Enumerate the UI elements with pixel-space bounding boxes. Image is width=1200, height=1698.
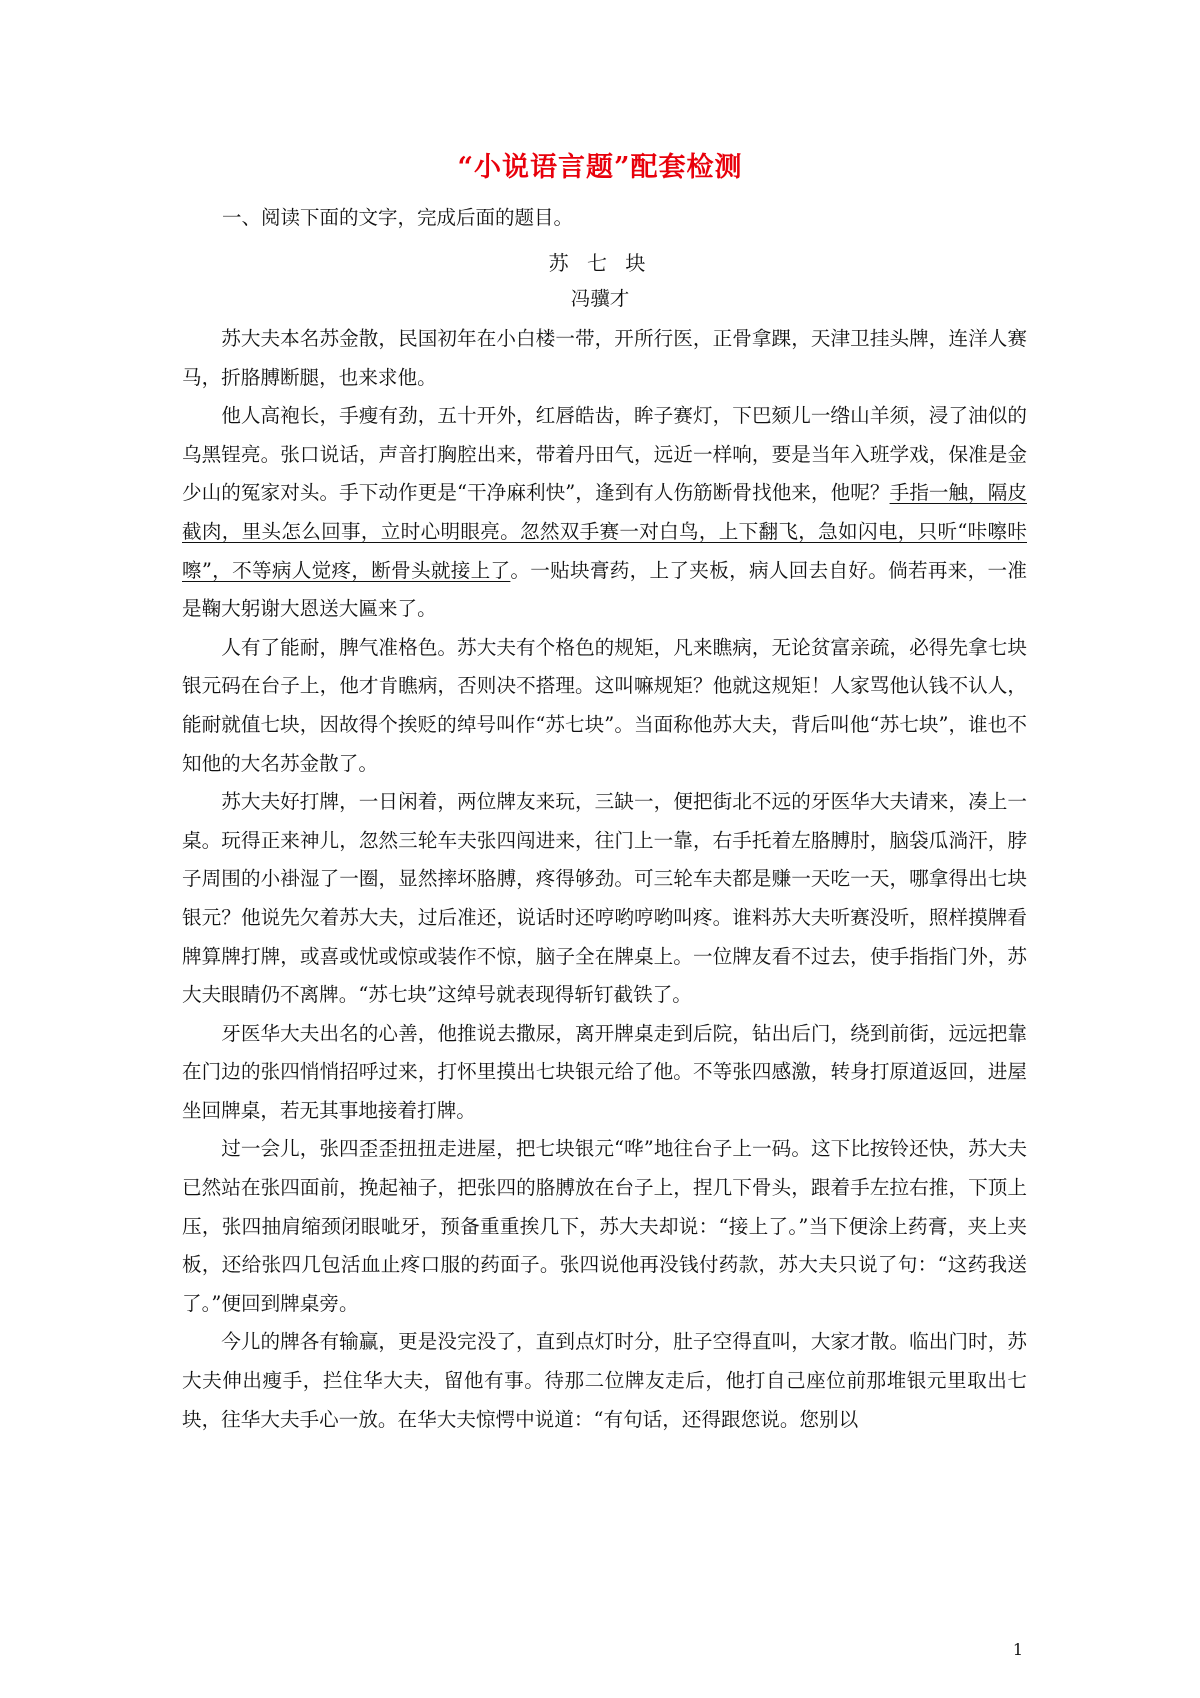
page-number: 1 — [1012, 1640, 1023, 1659]
paragraph-2 — [182, 397, 1027, 629]
paragraph-5: 牙医华大夫出名的心善，他推说去撒尿，离开牌桌走到后院，钻出后门，绕到前街，远远把靠在门边的张四悄悄招呼过来，打怀里摸出七块银元给了他。不等张四感激，转身打原道返回，进屋坐回牌桌，若无其事地接着打牌。 — [182, 1021, 1027, 1122]
question-instruction: 一、阅读下面的文字，完成后面的题目。 — [222, 206, 574, 229]
paragraph-2-after: 。一贴块膏药，上了夹板，病人回去自好。倘若再来，一准是鞠大躬谢大恩送大匾来了。 — [182, 558, 1027, 621]
story-body — [182, 320, 1027, 1439]
paragraph-1: 苏大夫本名苏金散，民国初年在小白楼一带，开所行医，正骨拿踝，天津卫挂头牌，连洋人赛马，折胳膊断腿，也来求他。 — [182, 327, 1027, 389]
paragraph-2-before: 他人高袍长，手瘦有劲，五十开外，红唇皓齿，眸子赛灯，下巴颏儿一绺山羊须，浸了油似的乌黑锃亮。张口说话，声音打胸腔出来，带着丹田气，远近一样响，要是当年入班学戏，保准是金少山的冤家对头。手下动作更是“干净麻利快”，逢到有人伤筋断骨找他来，他呢？ — [182, 404, 1027, 505]
paragraph-4: 苏大夫好打牌，一日闲着，两位牌友来玩，三缺一，便把街北不远的牙医华大夫请来，凑上一桌。玩得正来神儿，忽然三轮车夫张四闯进来，往门上一靠，右手托着左胳膊肘，脑袋瓜淌汗，脖子周围的小褂湿了一圈，显然摔坏胳膊，疼得够劲。可三轮车夫都是赚一天吃一天，哪拿得出七块银元？他说先欠着苏大夫，过后准还，说话时还哼哟哼哟叫疼。谁料苏大夫听赛没听，照样摸牌看牌算牌打牌，或喜或忧或惊或装作不惊，脑子全在牌桌上。一位牌友看不过去，使手指指门外，苏大夫眼睛仍不离牌。“苏七块”这绰号就表现得斩钉截铁了。 — [182, 790, 1027, 1007]
paragraph-3: 人有了能耐，脾气准格色。苏大夫有个格色的规矩，凡来瞧病，无论贫富亲疏，必得先拿七块银元码在台子上，他才肯瞧病，否则决不搭理。这叫嘛规矩？他就这规矩！人家骂他认钱不认人，能耐就值七块，因故得个挨贬的绰号叫作“苏七块”。当面称他苏大夫，背后叫他“苏七块”，谁也不知他的大名苏金散了。 — [182, 635, 1027, 775]
paragraph-7: 今儿的牌各有输赢，更是没完没了，直到点灯时分，肚子空得直叫，大家才散。临出门时，苏大夫伸出瘦手，拦住华大夫，留他有事。待那二位牌友走后，他打自己座位前那堆银元里取出七块，往华大夫手心一放。在华大夫惊愕中说道：“有句话，还得跟您说。您别以 — [182, 1330, 1027, 1431]
underlined-passage: 手指一触，隔皮截肉，里头怎么回事，立时心明眼亮。忽然双手赛一对白鸟，上下翻飞，急如闪电，只听“咔嚓咔嚓”，不等病人觉疼，断骨头就接上了 — [182, 481, 1027, 582]
paragraph-6: 过一会儿，张四歪歪扭扭走进屋，把七块银元“哗”地往台子上一码。这下比按铃还快，苏大夫已然站在张四面前，挽起袖子，把张四的胳膊放在台子上，捏几下骨头，跟着手左拉右推，下顶上压，张四抽肩缩颈闭眼呲牙，预备重重挨几下，苏大夫却说：“接上了。”当下便涂上药膏，夹上夹板，还给张四几包活血止疼口服的药面子。张四说他再没钱付药款，苏大夫只说了句：“这药我送了。”便回到牌桌旁。 — [182, 1137, 1027, 1315]
story-title: 苏 七 块 — [548, 251, 652, 275]
page-title: “小说语言题”配套检测 — [457, 152, 743, 183]
story-author: 冯骥才 — [570, 287, 630, 310]
